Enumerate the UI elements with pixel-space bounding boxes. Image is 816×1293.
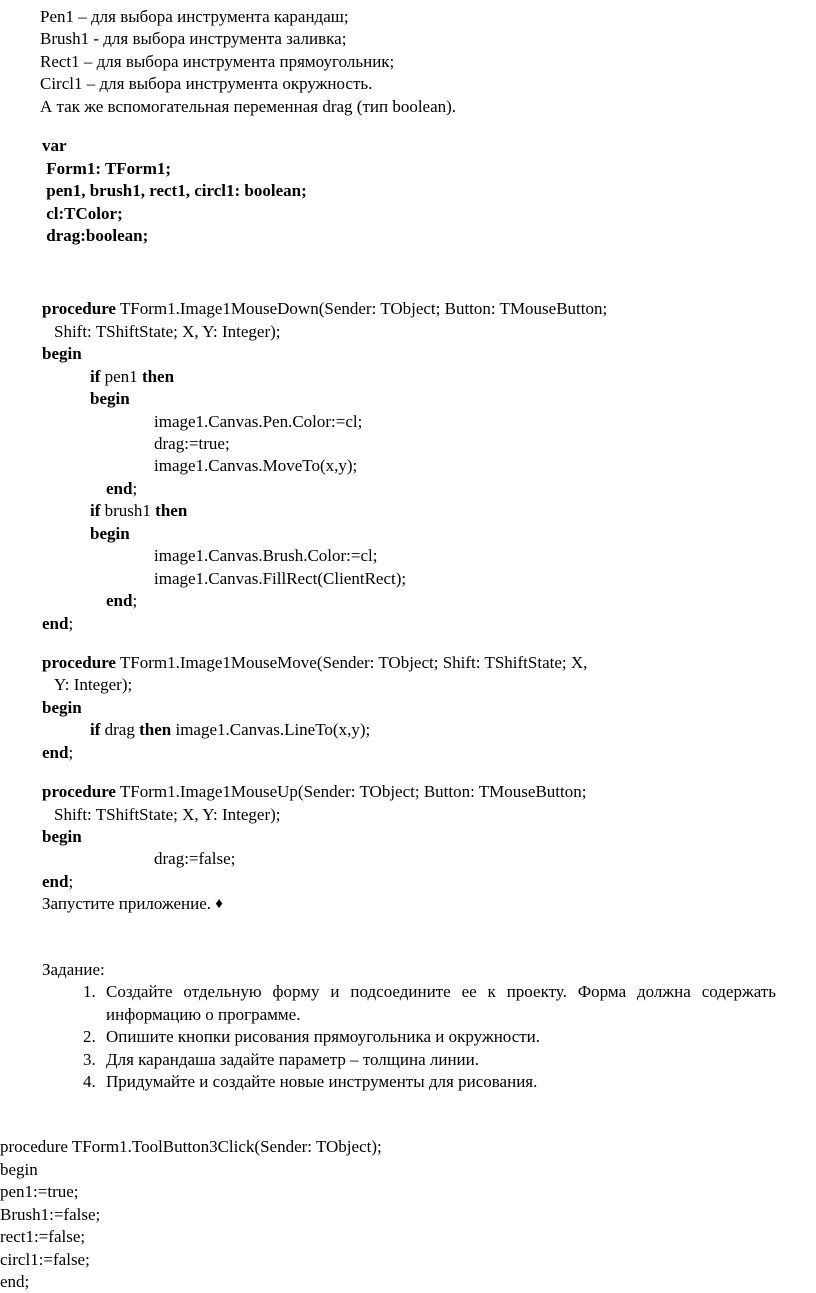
var-line-tools: pen1, brush1, rect1, circl1: boolean;: [42, 181, 307, 201]
intro-line-2: Brush1 - для выбора инструмента заливка;: [40, 29, 347, 49]
procedure-image1mousedown: [42, 298, 776, 635]
procedure-image1mouseup: [42, 781, 776, 916]
var-line-form1: Form1: TForm1;: [42, 158, 172, 178]
procedure-keyword: procedure: [42, 652, 116, 672]
code-drag-true: drag:=true;: [154, 434, 230, 453]
spacer: [40, 764, 776, 781]
spacer: [40, 916, 776, 950]
proc-signature: TForm1.Image1MouseMove(Sender: TObject; Shift: TShiftState; X,: [115, 652, 588, 672]
inner-begin-pen: begin: [90, 389, 130, 409]
spacer: [40, 635, 776, 652]
tail-line-5: rect1:=false;: [0, 1227, 86, 1247]
begin-keyword: begin: [42, 827, 82, 846]
list-item: 1. Создайте отдельную форму и подсоедините ее к проекту. Форма должна содержать информацию о программе.: [100, 981, 776, 1026]
spacer: [40, 1127, 776, 1136]
intro-paragraph: [40, 6, 776, 118]
inner-begin-brush: begin: [90, 523, 130, 543]
code-pen-color: image1.Canvas.Pen.Color:=cl;: [154, 411, 363, 431]
code-drag-false: drag:=false;: [154, 849, 236, 869]
diamond-marker-icon: ♦: [215, 896, 223, 913]
list-item: 4. Придумайте и создайте новые инструменты для рисования.: [100, 1071, 776, 1093]
tail-line-6: circl1:=false;: [0, 1249, 90, 1269]
spacer: [40, 118, 776, 135]
var-line-drag: drag:boolean;: [42, 225, 149, 245]
if-pen1-statement: if pen1 then: [90, 366, 175, 386]
proc-header-continued: Shift: TShiftState; X, Y: Integer);: [54, 804, 281, 824]
if-pen1-condition: pen1: [104, 366, 138, 386]
procedure-keyword: procedure: [42, 299, 116, 319]
spacer: [40, 247, 776, 281]
intro-line-4: Circl1 – для выбора инструмента окружность.: [40, 74, 373, 94]
tail-line-7: end;: [0, 1272, 30, 1291]
intro-line-1: Pen1 – для выбора инструмента карандаш;: [40, 7, 349, 26]
code-moveto: image1.Canvas.MoveTo(x,y);: [154, 456, 358, 476]
if-drag-statement: if drag then image1.Canvas.LineTo(x,y);: [90, 720, 371, 740]
if-brush1-statement: if brush1 then: [90, 501, 188, 521]
task-section-title: Задание:: [42, 959, 105, 979]
proc-signature: TForm1.Image1MouseUp(Sender: TObject; Button: TMouseButton;: [115, 782, 587, 802]
var-line-cl: cl:TColor;: [42, 203, 123, 223]
if-brush1-condition: brush1: [104, 501, 151, 521]
if-drag-condition: drag: [104, 720, 135, 740]
list-item: 2. Опишите кнопки рисования прямоугольника и окружности.: [100, 1026, 776, 1048]
spacer: [40, 281, 776, 298]
procedure-keyword: procedure: [42, 782, 116, 802]
end-keyword: end;: [42, 613, 74, 633]
run-application-line: Запустите приложение. ♦: [42, 894, 223, 914]
code-brush-color: image1.Canvas.Brush.Color:=cl;: [154, 546, 378, 566]
task-list: [40, 981, 776, 1093]
var-keyword: var: [42, 136, 67, 156]
spacer: [40, 1093, 776, 1127]
code-lineto: image1.Canvas.LineTo(x,y);: [175, 720, 371, 740]
proc-header: [42, 781, 776, 803]
tail-line-4: Brush1:=false;: [0, 1204, 101, 1224]
inner-end-brush: end;: [106, 591, 138, 611]
spacer: [40, 950, 776, 959]
proc-header-continued: Y: Integer);: [54, 675, 133, 695]
tail-line-3: pen1:=true;: [0, 1182, 79, 1202]
proc-signature: TForm1.Image1MouseDown(Sender: TObject; Button: TMouseButton;: [115, 299, 608, 319]
begin-keyword: begin: [42, 344, 82, 364]
begin-keyword: begin: [42, 697, 82, 717]
list-item: 3. Для карандаша задайте параметр – толщина линии.: [100, 1049, 776, 1071]
proc-header: [42, 298, 776, 320]
proc-header-continued: Shift: TShiftState; X, Y: Integer);: [54, 321, 281, 341]
inner-end-pen: end;: [106, 478, 138, 498]
var-declaration-block: [42, 135, 776, 247]
procedure-image1mousemove: [42, 652, 776, 764]
tail-line-1: procedure TForm1.ToolButton3Click(Sender: TObject);: [0, 1137, 382, 1157]
proc-header: [42, 652, 776, 674]
code-fillrect: image1.Canvas.FillRect(ClientRect);: [154, 568, 407, 588]
tail-line-2: begin: [0, 1159, 38, 1179]
end-keyword: end;: [42, 742, 74, 762]
end-keyword: end;: [42, 871, 74, 891]
intro-line-5: А так же вспомогательная переменная drag (тип boolean).: [40, 96, 457, 116]
intro-line-3: Rect1 – для выбора инструмента прямоугольник;: [40, 51, 395, 71]
procedure-toolbutton3click: [0, 1136, 776, 1293]
